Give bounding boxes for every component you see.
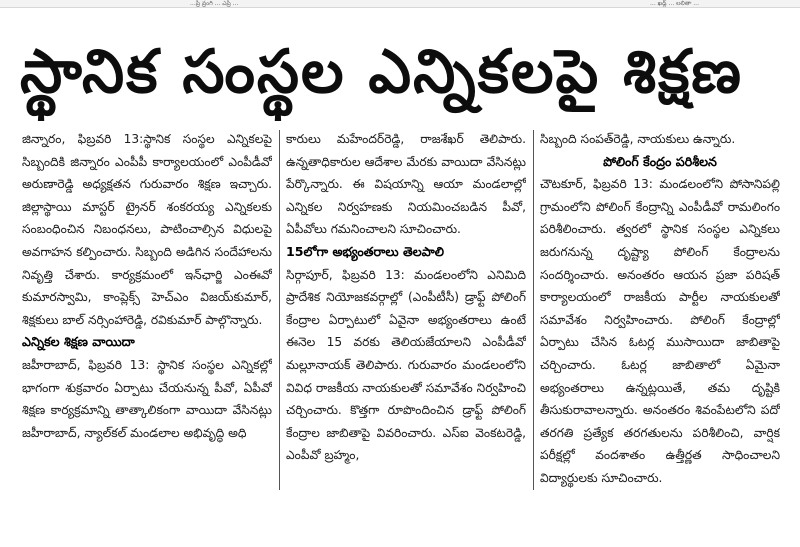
article-subheading: పోలింగ్ కేంద్రం పరిశీలన: [603, 153, 717, 169]
article-subheading: 15లోగా అభ్యంతరాలు తెలపాలి: [286, 243, 444, 259]
article-paragraph: సిర్గాపూర్, ఫిబ్రవరి 13: మండలంలోని ఎనిమిది ప్రాదేశిక నియోజకవర్గాల్లో (ఎంపీటీసీ) డ్రాఫ్ట్ పోలింగ్ కేంద్రాల ఏర్పాటులో ఏవైనా అభ్యంతరాలు ఉంటే ఈనెల 15 వరకు తెలియజేయాలని ఎంపీడీవో మల్లూనాయక్ తెలిపారు. గురువారం మండలంలోని వివిధ రాజకీయ నాయకులతో సమావేశం నిర్వహించి చర్చించారు. కొత్తగా రూపొందించిన డ్రాఫ్ట్ పోలింగ్ కేంద్రాల జాబితాపై వివరించారు. ఎస్ఐ వెంకటరెడ్డి, ఎంపీవో బ్రహ్మం,: [286, 267, 526, 463]
column-3: [540, 128, 780, 500]
column-1: [22, 128, 272, 500]
column-2: [286, 128, 526, 500]
article-paragraph: చౌటకూర్, ఫిబ్రవరి 13: మండలంలోని పోసానిపల్లి గ్రామంలోని పోలింగ్ కేంద్రాన్ని ఎంపీడీవో రామలింగం పరిశీలించారు. త్వరలో స్థానిక సంస్థల ఎన్నికలు జరుగనున్న దృష్ట్యా పోలింగ్ కేంద్రాలను సందర్శించారు. అనంతరం ఆయన ప్రజా పరిషత్ కార్యాలయంలో రాజకీయ పార్టీల నాయకులతో సమావేశం నిర్వహించారు. పోలింగ్ కేంద్రాల్లో ఏర్పాటు చేసిన ఓటర్ల ముసాయిదా జాబితాపై చర్చించారు. ఓటర్ల జాబితాలో ఏమైనా అభ్యంతరాలు ఉన్నట్లయితే, తమ దృష్టికి తీసుకురావాలన్నారు. అనంతరం శివంపేటలోని పదో తరగతి ప్రత్యేక తరగతులను పరిశీలించి, వార్షిక పరీక్షల్లో వందశాతం ఉత్తీర్ణత సాధించాలని విద్యార్థులకు సూచించారు.: [540, 177, 780, 485]
previous-page-strip: [0, 0, 800, 8]
article-paragraph: కారులు మహేందర్‌రెడ్డి, రాజశేఖర్ తెలిపారు. ఉన్నతాధికారుల ఆదేశాల మేరకు వాయిదా వేసినట్లు పేర్కొన్నారు. ఈ విషయాన్ని ఆయా మండలాల్లో ఎన్నికల నిర్వహణకు నియమించబడిన పీవో, ఏపీవోలు గమనించాలని సూచించారు.: [286, 132, 526, 237]
article-paragraph: జహీరాబాద్, ఫిబ్రవరి 13: స్థానిక సంస్థల ఎన్నికల్లో భాగంగా శుక్రవారం ఏర్పాటు చేయనున్న పీవో, ఏపీవో శిక్షణ కార్యక్రమాన్ని తాత్కాలికంగా వాయిదా వేసినట్లు జహీరాబాద్, న్యాల్‌కల్ మండలాల అభివృద్ధి అధి: [22, 357, 272, 440]
column-divider-2: [533, 130, 534, 490]
article-subheading: ఎన్నికల శిక్షణ వాయిదా: [22, 334, 135, 350]
strip-text-left: ...ప్రి వ్రంగి ... ఎప్రి ...: [190, 0, 239, 7]
article-paragraph: జిన్నారం, ఫిబ్రవరి 13:స్థానిక సంస్థల ఎన్నికలపై సిబ్బందికి జిన్నారం ఎంపీపీ కార్యాలయంలో ఎంపీడీవో అరుణారెడ్డి అధ్యక్షతన గురువారం శిక్షణ ఇచ్చారు. జిల్లాస్థాయి మాస్టర్ ట్రైనర్ శంకరయ్య ఎన్నికలకు సంబంధించిన నిబంధనలు, పాటించాల్సిన విధులపై అవగాహన కల్పించారు. సిబ్బంది అడిగిన సందేహాలను నివృత్తి చేశారు. కార్యక్రమంలో ఇన్‌ఛార్జి ఎంఈవో కుమారస్వామి, కాంప్లెక్స్ హెచ్‌ఎం విజయ్‌కుమార్, శిక్షకులు బాల్ నర్సింహారెడ్డి, రవికుమార్ పాల్గొన్నారు.: [22, 132, 272, 327]
blank-margin: [0, 500, 800, 547]
headline: స్థానిక సంస్థల ఎన్నికలపై శిక్షణ: [20, 37, 743, 107]
article-paragraph: సిబ్బంది సంపత్‌రెడ్డి, నాయకులు ఉన్నారు.: [540, 132, 736, 146]
strip-text-right: ... ఖడ్ల్ ... లలితా ...: [650, 0, 699, 7]
column-divider-1: [279, 130, 280, 490]
